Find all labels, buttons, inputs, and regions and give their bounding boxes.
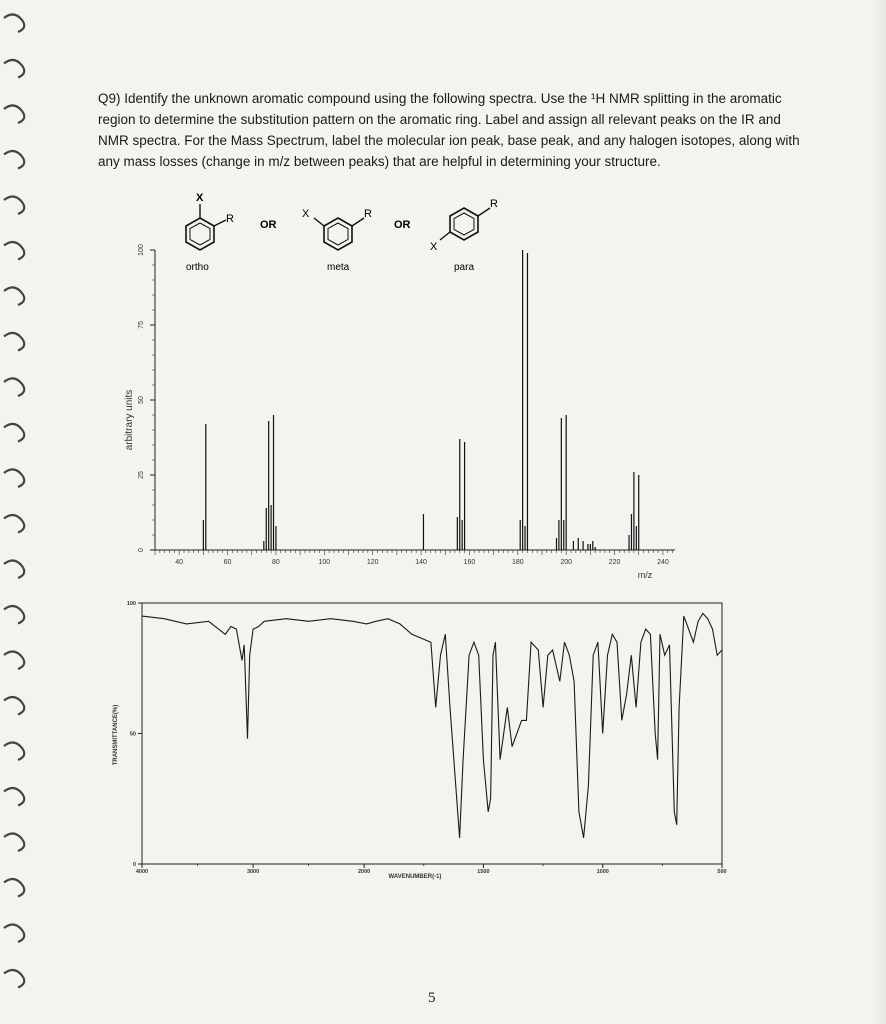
spiral-loop <box>4 424 24 442</box>
ir-transmittance-line <box>142 613 722 838</box>
spiral-loop <box>4 651 24 669</box>
spiral-loop <box>4 742 24 760</box>
spiral-loop <box>4 924 24 942</box>
ir-x-tick-label: 1000 <box>596 869 609 875</box>
ir-x-tick-label: 500 <box>717 869 727 875</box>
mass-spectrum-chart <box>110 230 710 590</box>
ms-x-tick-label: 180 <box>511 559 524 566</box>
ms-x-tick-label: 240 <box>657 559 669 566</box>
spiral-loop <box>4 105 24 123</box>
spiral-loop <box>4 378 24 396</box>
ms-y-tick-label: 50 <box>138 396 145 404</box>
spiral-loop <box>4 242 24 260</box>
spiral-loop <box>4 879 24 897</box>
ms-x-tick-label: 220 <box>608 559 621 566</box>
notebook-page-edge <box>872 0 886 1024</box>
spiral-loop <box>4 287 24 305</box>
spiral-loop <box>4 788 24 806</box>
spiral-loop <box>4 14 24 32</box>
ir-x-tick-label: 2000 <box>358 869 371 875</box>
ms-x-tick-label: 200 <box>560 559 573 566</box>
ir-x-tick-label: 3000 <box>246 869 260 875</box>
ir-plot-frame <box>142 603 722 864</box>
ms-y-tick-label: 75 <box>138 321 145 329</box>
or-label-1: OR <box>260 219 277 231</box>
ms-ylabel: arbitrary units <box>124 389 135 451</box>
ms-x-tick-label: 80 <box>272 559 280 566</box>
spiral-loop <box>4 196 24 214</box>
spiral-loop <box>4 151 24 169</box>
ir-y-tick-label: 50 <box>129 731 136 738</box>
ms-x-tick-label: 40 <box>175 559 184 566</box>
para-x-label: X <box>430 241 438 253</box>
ms-y-tick-label: 0 <box>138 548 145 552</box>
ms-x-tick-label: 60 <box>223 559 232 566</box>
question-block <box>98 88 810 172</box>
ms-y-tick-label: 25 <box>138 471 145 479</box>
spiral-loop <box>4 469 24 487</box>
spiral-loop <box>4 970 24 988</box>
ortho-label: ortho <box>186 262 209 273</box>
spiral-loop <box>4 515 24 533</box>
ir-x-tick-label: 4000 <box>135 869 149 875</box>
spiral-loop <box>4 606 24 624</box>
ir-xlabel: WAVENUMBER(-1) <box>388 874 442 880</box>
ms-y-tick-label: 100 <box>138 244 145 256</box>
meta-label: meta <box>327 262 350 273</box>
ms-x-tick-label: 120 <box>366 559 379 566</box>
meta-x-label: X <box>302 208 310 220</box>
ir-y-tick-label: 100 <box>126 601 136 607</box>
ir-y-tick-label: 0 <box>132 862 136 868</box>
or-label-2: OR <box>394 219 411 231</box>
ir-spectrum-chart <box>100 595 740 885</box>
spiral-loop <box>4 833 24 851</box>
notebook-spiral-binding <box>0 0 34 1024</box>
para-label: para <box>454 262 475 273</box>
meta-r-label: R <box>364 208 372 220</box>
ms-xlabel: m/z <box>637 570 653 580</box>
ms-x-tick-label: 100 <box>318 559 331 566</box>
spiral-loop <box>4 60 24 78</box>
ortho-x-label: X <box>196 192 204 204</box>
ms-x-tick-label: 160 <box>463 559 476 566</box>
spiral-loop <box>4 697 24 715</box>
spiral-loop <box>4 333 24 351</box>
ir-x-tick-label: 1500 <box>477 869 490 875</box>
para-r-label: R <box>490 198 498 210</box>
spiral-loop <box>4 560 24 578</box>
question-text: Q9) Identify the unknown aromatic compound using the following spectra. Use the ¹H NMR splitting in the aromatic region to determine the substitution pattern on the aromatic ring. Label and assign all relevant peaks on the IR and NMR spectra. For the Mass Spectrum, label the molecular ion peak, base peak, and any halogen isotopes, along with any mass losses (change in m/z between peaks) that are helpful in determining your structure. <box>98 91 800 169</box>
ir-ylabel: TRANSMITTANCE(%) <box>113 704 119 766</box>
page-number: 5 <box>428 990 436 1006</box>
ortho-r-label: R <box>226 213 234 225</box>
ms-x-tick-label: 140 <box>415 559 427 566</box>
